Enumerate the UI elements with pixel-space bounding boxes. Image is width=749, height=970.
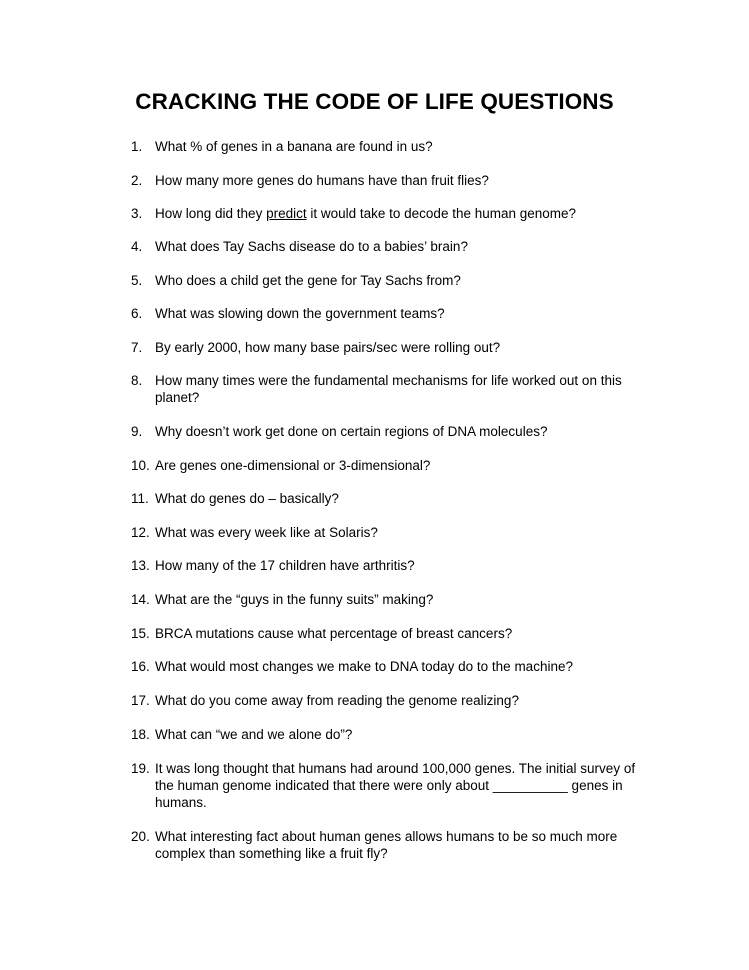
question-item: [131, 423, 651, 440]
question-number: 4.: [131, 239, 143, 254]
question-item: [131, 490, 651, 507]
underlined-word: predict: [266, 206, 307, 221]
question-item: [131, 305, 651, 322]
question-text: What do you come away from reading the genome realizing?: [155, 693, 519, 708]
question-item: [131, 625, 651, 642]
question-item: [131, 557, 651, 574]
question-text: What are the “guys in the funny suits” making?: [155, 592, 434, 607]
question-text: It was long thought that humans had around 100,000 genes. The initial survey of the human genome indicated that there were only about __________ genes in humans.: [155, 761, 636, 810]
question-text: What interesting fact about human genes allows humans to be so much more complex than something like a fruit fly?: [155, 829, 618, 861]
question-item: [131, 692, 651, 709]
question-text: By early 2000, how many base pairs/sec were rolling out?: [155, 340, 501, 355]
question-item: [131, 524, 651, 541]
question-item: [131, 372, 651, 406]
question-text: What do genes do – basically?: [155, 491, 339, 506]
page-title: CRACKING THE CODE OF LIFE QUESTIONS: [135, 89, 614, 114]
question-text: What was slowing down the government teams?: [155, 306, 445, 321]
question-number: 8.: [131, 373, 143, 388]
question-text: How many times were the fundamental mechanisms for life worked out on this planet?: [155, 373, 622, 405]
question-text: How many of the 17 children have arthritis?: [155, 558, 415, 573]
question-text: What does Tay Sachs disease do to a babies’ brain?: [155, 239, 468, 254]
question-item: [131, 457, 651, 474]
question-text: How many more genes do humans have than fruit flies?: [155, 173, 489, 188]
question-number: 1.: [131, 139, 143, 154]
question-text: What can “we and we alone do”?: [155, 727, 353, 742]
question-text: Why doesn’t work get done on certain regions of DNA molecules?: [155, 424, 548, 439]
question-number: 17.: [131, 693, 150, 708]
question-number: 14.: [131, 592, 150, 607]
question-text: Who does a child get the gene for Tay Sachs from?: [155, 273, 461, 288]
question-item: [131, 205, 651, 222]
question-number: 18.: [131, 727, 150, 742]
question-number: 20.: [131, 829, 150, 844]
question-number: 10.: [131, 458, 150, 473]
question-number: 15.: [131, 626, 150, 641]
question-number: 5.: [131, 273, 143, 288]
question-number: 12.: [131, 525, 150, 540]
question-item: [131, 726, 651, 743]
question-number: 19.: [131, 761, 150, 776]
question-text-part: How long did they: [155, 206, 267, 221]
question-text: What was every week like at Solaris?: [155, 525, 378, 540]
question-text: What % of genes in a banana are found in us?: [155, 139, 433, 154]
question-text-part: it would take to decode the human genome?: [306, 206, 577, 221]
question-item: [131, 591, 651, 608]
question-item: [131, 272, 651, 289]
question-number: 16.: [131, 659, 150, 674]
question-text: BRCA mutations cause what percentage of breast cancers?: [155, 626, 513, 641]
question-text: Are genes one-dimensional or 3-dimensional?: [155, 458, 431, 473]
question-item: [131, 658, 651, 675]
question-number: 7.: [131, 340, 143, 355]
question-text: [155, 205, 651, 222]
question-item: [131, 138, 651, 155]
question-item: [131, 238, 651, 255]
question-number: 9.: [131, 424, 143, 439]
question-number: 2.: [131, 173, 143, 188]
question-item: [131, 760, 651, 811]
question-text: What would most changes we make to DNA today do to the machine?: [155, 659, 573, 674]
question-item: [131, 172, 651, 189]
question-number: 11.: [131, 491, 149, 506]
question-number: 6.: [131, 306, 143, 321]
question-number: 13.: [131, 558, 150, 573]
question-number: 3.: [131, 206, 143, 221]
question-item: [131, 339, 651, 356]
question-item: [131, 828, 651, 862]
